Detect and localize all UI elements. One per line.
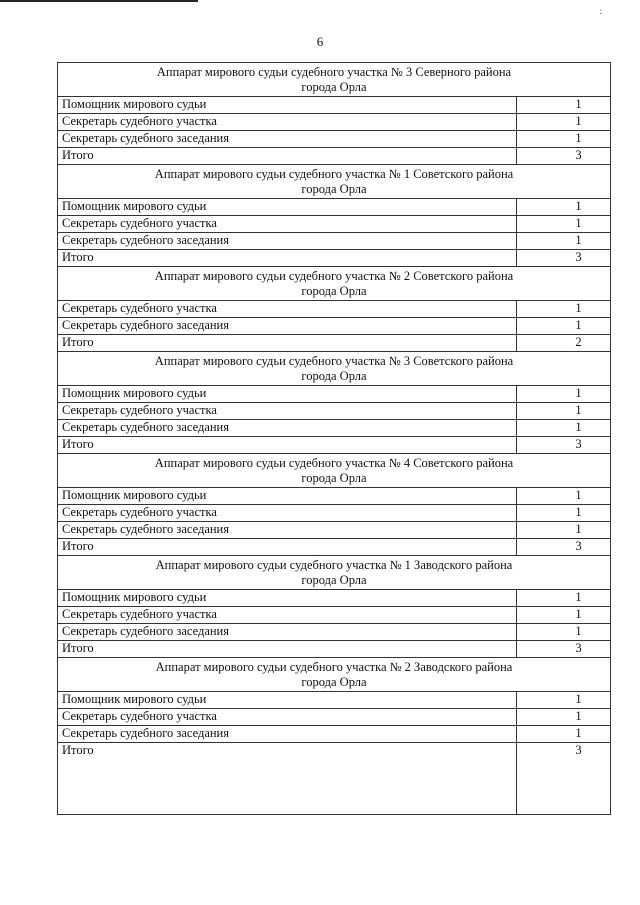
section-header bbox=[58, 267, 611, 301]
staff-table bbox=[57, 62, 611, 815]
position-name: Секретарь судебного заседания bbox=[58, 233, 517, 250]
section-title-line1: Аппарат мирового судьи судебного участка № 3 Северного района bbox=[156, 65, 512, 79]
total-row bbox=[58, 743, 611, 815]
position-count: 1 bbox=[517, 199, 611, 216]
page-number: 6 bbox=[316, 34, 324, 49]
total-label: Итого bbox=[58, 250, 517, 267]
section-title-line2: города Орла bbox=[301, 471, 367, 485]
table-row bbox=[58, 726, 611, 743]
position-name: Помощник мирового судьи bbox=[58, 692, 517, 709]
scan-edge-line bbox=[0, 0, 198, 2]
position-name: Помощник мирового судьи bbox=[58, 488, 517, 505]
section-title-line2: города Орла bbox=[301, 182, 367, 196]
total-value: 3 bbox=[517, 148, 611, 165]
table-row bbox=[58, 709, 611, 726]
position-name: Секретарь судебного участка bbox=[58, 607, 517, 624]
position-count: 1 bbox=[517, 216, 611, 233]
total-value: 3 bbox=[517, 743, 611, 815]
section-header bbox=[58, 454, 611, 488]
position-count: 1 bbox=[517, 386, 611, 403]
position-name: Секретарь судебного участка bbox=[58, 505, 517, 522]
section-title-line2: города Орла bbox=[301, 284, 367, 298]
position-count: 1 bbox=[517, 522, 611, 539]
corner-mark: : bbox=[599, 6, 602, 16]
position-count: 1 bbox=[517, 590, 611, 607]
section bbox=[58, 454, 611, 556]
section-title-line1: Аппарат мирового судьи судебного участка № 3 Советского района bbox=[154, 354, 514, 368]
section-title-line2: города Орла bbox=[301, 80, 367, 94]
position-name: Секретарь судебного заседания bbox=[58, 726, 517, 743]
section-title-line2: города Орла bbox=[301, 675, 367, 689]
total-row bbox=[58, 539, 611, 556]
table-row bbox=[58, 403, 611, 420]
table-row bbox=[58, 624, 611, 641]
position-count: 1 bbox=[517, 607, 611, 624]
table-row bbox=[58, 505, 611, 522]
table-row bbox=[58, 590, 611, 607]
section-title-line2: города Орла bbox=[301, 369, 367, 383]
position-name: Помощник мирового судьи bbox=[58, 590, 517, 607]
position-name: Секретарь судебного участка bbox=[58, 216, 517, 233]
position-count: 1 bbox=[517, 97, 611, 114]
table-row bbox=[58, 233, 611, 250]
total-row bbox=[58, 641, 611, 658]
table-row bbox=[58, 386, 611, 403]
section-header bbox=[58, 556, 611, 590]
table-row bbox=[58, 420, 611, 437]
total-value: 3 bbox=[517, 250, 611, 267]
position-name: Секретарь судебного участка bbox=[58, 403, 517, 420]
position-count: 1 bbox=[517, 131, 611, 148]
position-count: 1 bbox=[517, 233, 611, 250]
total-label: Итого bbox=[58, 335, 517, 352]
position-name: Секретарь судебного заседания bbox=[58, 318, 517, 335]
section-header bbox=[58, 658, 611, 692]
total-label: Итого bbox=[58, 437, 517, 454]
position-name: Помощник мирового судьи bbox=[58, 386, 517, 403]
total-row bbox=[58, 335, 611, 352]
table-row bbox=[58, 114, 611, 131]
total-row bbox=[58, 437, 611, 454]
position-count: 1 bbox=[517, 488, 611, 505]
section-header bbox=[58, 165, 611, 199]
position-name: Секретарь судебного участка bbox=[58, 709, 517, 726]
position-count: 1 bbox=[517, 624, 611, 641]
section-header bbox=[58, 352, 611, 386]
table-row bbox=[58, 692, 611, 709]
section-title-line1: Аппарат мирового судьи судебного участка № 2 Советского района bbox=[154, 269, 514, 283]
section bbox=[58, 658, 611, 815]
position-count: 1 bbox=[517, 301, 611, 318]
position-count: 1 bbox=[517, 726, 611, 743]
section-title-line2: города Орла bbox=[301, 573, 367, 587]
section bbox=[58, 556, 611, 658]
position-name: Помощник мирового судьи bbox=[58, 97, 517, 114]
table-row bbox=[58, 97, 611, 114]
position-count: 1 bbox=[517, 692, 611, 709]
section-title-line1: Аппарат мирового судьи судебного участка № 2 Заводского района bbox=[155, 660, 513, 674]
total-value: 3 bbox=[517, 539, 611, 556]
position-count: 1 bbox=[517, 403, 611, 420]
table-row bbox=[58, 199, 611, 216]
total-label: Итого bbox=[58, 148, 517, 165]
section bbox=[58, 165, 611, 267]
position-name: Секретарь судебного участка bbox=[58, 114, 517, 131]
position-count: 1 bbox=[517, 114, 611, 131]
table-row bbox=[58, 301, 611, 318]
section-title-line1: Аппарат мирового судьи судебного участка № 1 Советского района bbox=[154, 167, 514, 181]
table-row bbox=[58, 131, 611, 148]
position-name: Секретарь судебного заседания bbox=[58, 131, 517, 148]
section bbox=[58, 63, 611, 165]
total-label: Итого bbox=[58, 539, 517, 556]
position-name: Секретарь судебного заседания bbox=[58, 624, 517, 641]
position-count: 1 bbox=[517, 420, 611, 437]
position-name: Секретарь судебного участка bbox=[58, 301, 517, 318]
total-value: 2 bbox=[517, 335, 611, 352]
table-row bbox=[58, 216, 611, 233]
table-row bbox=[58, 607, 611, 624]
position-count: 1 bbox=[517, 709, 611, 726]
total-label: Итого bbox=[58, 743, 517, 815]
section-title-line1: Аппарат мирового судьи судебного участка № 1 Заводского района bbox=[155, 558, 513, 572]
table-row bbox=[58, 488, 611, 505]
position-count: 1 bbox=[517, 505, 611, 522]
total-row bbox=[58, 250, 611, 267]
table-row bbox=[58, 318, 611, 335]
position-name: Секретарь судебного заседания bbox=[58, 522, 517, 539]
position-name: Секретарь судебного заседания bbox=[58, 420, 517, 437]
table-row bbox=[58, 522, 611, 539]
position-name: Помощник мирового судьи bbox=[58, 199, 517, 216]
total-value: 3 bbox=[517, 641, 611, 658]
total-label: Итого bbox=[58, 641, 517, 658]
section-title-line1: Аппарат мирового судьи судебного участка № 4 Советского района bbox=[154, 456, 514, 470]
position-count: 1 bbox=[517, 318, 611, 335]
section bbox=[58, 267, 611, 352]
section bbox=[58, 352, 611, 454]
section-header bbox=[58, 63, 611, 97]
total-row bbox=[58, 148, 611, 165]
total-value: 3 bbox=[517, 437, 611, 454]
